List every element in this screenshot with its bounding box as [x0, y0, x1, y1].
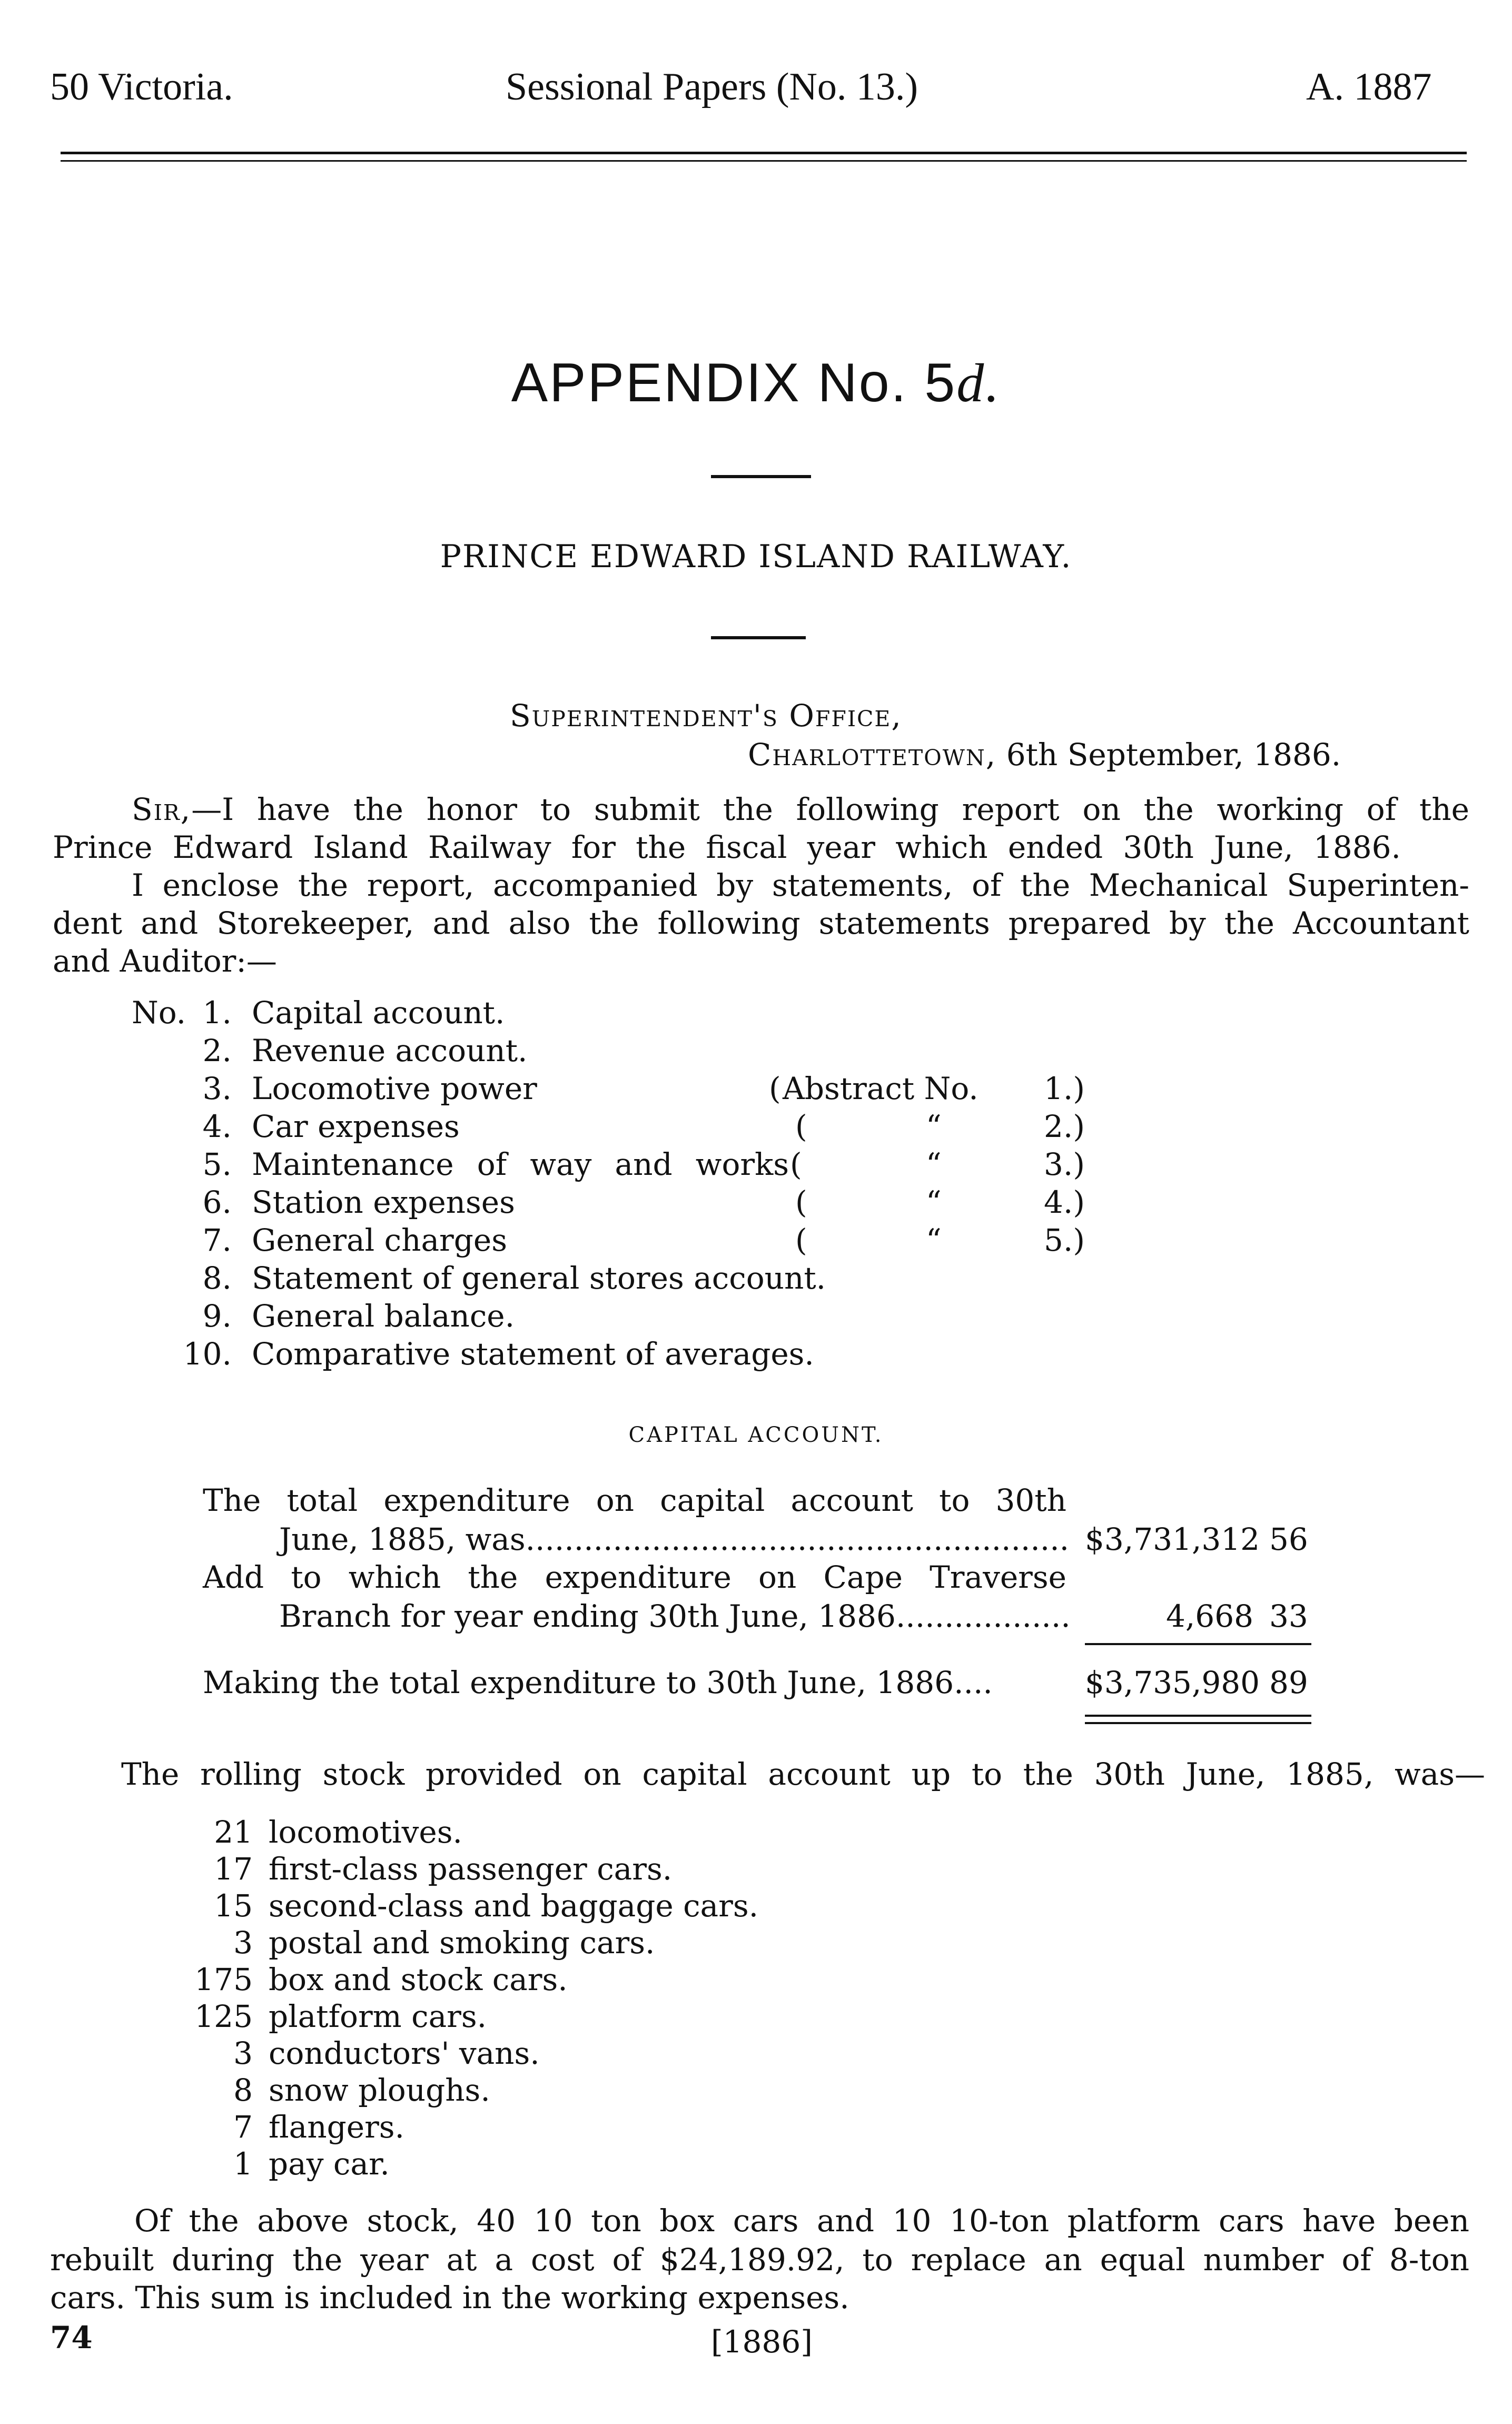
footer-code: [1886]	[711, 2324, 813, 2360]
rolling-count: 3	[233, 2035, 253, 2071]
capital-row1-dollars: $3,731,312	[1085, 1521, 1260, 1557]
stmt-num: 6.	[202, 1184, 232, 1220]
stmt-abstract-num: 1.)	[1044, 1071, 1085, 1106]
stmt-label: Locomotive power	[252, 1071, 537, 1106]
rolling-label: platform cars.	[269, 1998, 487, 2034]
rolling-count: 17	[214, 1851, 253, 1887]
letter-line-5: and Auditor:—	[53, 943, 277, 979]
leader-dots	[526, 1524, 1069, 1555]
stmt-label: General charges	[252, 1222, 507, 1258]
capital-row2-label: Branch for year ending 30th June, 1886	[279, 1598, 896, 1634]
capital-row2-line1: Add to which the expenditure on Cape Traverse	[203, 1559, 1066, 1595]
letter-line-1	[132, 791, 1469, 827]
stmt-abstract-num: 2.)	[1044, 1109, 1085, 1144]
stmt-label: Revenue account.	[252, 1033, 528, 1068]
stmt-paren: (	[795, 1184, 807, 1220]
stmt-label: Car expenses	[252, 1109, 460, 1144]
appendix-title-suffix: d.	[956, 353, 1001, 413]
capital-row1-cents: 56	[1269, 1521, 1308, 1557]
rolling-count: 1	[233, 2146, 253, 2182]
rolling-label: flangers.	[269, 2109, 404, 2145]
stmt-abstract-num: 4.)	[1044, 1184, 1085, 1220]
rolling-intro: The rolling stock provided on capital account up to the 30th June, 1885, was—	[121, 1756, 1485, 1792]
stmt-num: 10.	[183, 1336, 232, 1372]
stmt-label: General balance.	[252, 1298, 515, 1334]
header-right: A. 1887	[1306, 65, 1432, 108]
subtitle-divider	[711, 636, 806, 639]
stmt-num: 7.	[202, 1222, 232, 1258]
stmt-abstract-num: 5.)	[1044, 1222, 1085, 1258]
header-left: 50 Victoria.	[50, 65, 233, 108]
capital-row2-cents: 33	[1269, 1598, 1308, 1634]
rolling-label: second-class and baggage cars.	[269, 1888, 759, 1924]
capital-row1-line2	[279, 1521, 1069, 1557]
stmt-ditto: “	[926, 1146, 942, 1182]
salutation: Sir,	[132, 791, 192, 827]
rolling-label: conductors' vans.	[269, 2035, 540, 2071]
rolling-count: 8	[233, 2072, 253, 2108]
letter-line-4: dent and Storekeeper, and also the following statements prepared by the Accountant	[53, 905, 1469, 941]
capital-total-label: Making the total expenditure to 30th June, 1886....	[203, 1665, 993, 1700]
capital-row2-dollars: 4,668	[1165, 1598, 1253, 1634]
subtotal-rule	[1085, 1643, 1311, 1645]
stmt-ditto: “	[926, 1184, 942, 1220]
stmt-paren: (	[790, 1146, 802, 1182]
stmt-num: 3.	[202, 1071, 232, 1106]
appendix-title	[0, 352, 1512, 414]
capital-heading: CAPITAL ACCOUNT.	[628, 1423, 884, 1447]
stmt-paren: (	[769, 1071, 781, 1106]
office-line	[510, 698, 902, 734]
rolling-label: box and stock cars.	[269, 1962, 568, 1997]
letter-line-3: I enclose the report, accompanied by statements, of the Mechanical Superinten-	[132, 867, 1469, 903]
office-name: Superintendent's Office,	[510, 698, 902, 734]
capital-total-dollars: $3,735,980	[1085, 1665, 1260, 1700]
rolling-label: first-class passenger cars.	[269, 1851, 673, 1887]
title-divider	[711, 475, 811, 478]
rolling-label: postal and smoking cars.	[269, 1925, 655, 1961]
total-rule-1	[1085, 1715, 1311, 1717]
closing-line-1: Of the above stock, 40 10 ton box cars and 10 10-ton platform cars have been	[134, 2203, 1469, 2239]
letter-date: 6th September, 1886.	[1006, 737, 1341, 773]
stmt-num: 2.	[202, 1033, 232, 1068]
stmt-label: Station expenses	[252, 1184, 515, 1220]
rolling-count: 15	[214, 1888, 253, 1924]
stmt-label: Capital account.	[252, 995, 505, 1031]
capital-row1-label: June, 1885, was	[279, 1521, 526, 1557]
appendix-title-main: APPENDIX No. 5	[511, 352, 957, 413]
statements-prefix: No.	[132, 995, 186, 1031]
stmt-abstract-num: 3.)	[1044, 1146, 1085, 1182]
capital-row2-line2	[279, 1598, 1069, 1634]
letter-line-2: Prince Edward Island Railway for the fiscal year which ended 30th June, 1886.	[53, 829, 1401, 865]
closing-line-3: cars. This sum is included in the working expenses.	[50, 2280, 849, 2316]
stmt-label: Comparative statement of averages.	[252, 1336, 814, 1372]
place-name: Charlottetown,	[748, 737, 997, 773]
stmt-num: 5.	[202, 1146, 232, 1182]
railway-heading: PRINCE EDWARD ISLAND RAILWAY.	[440, 538, 1072, 575]
closing-line-2: rebuilt during the year at a cost of $24,189.92, to replace an equal number of 8-ton	[50, 2242, 1469, 2278]
letter-p1-l1: —I have the honor to submit the following report on the working of the	[191, 791, 1469, 827]
rolling-count: 7	[233, 2109, 253, 2145]
rolling-label: locomotives.	[269, 1814, 462, 1850]
stmt-paren: (	[795, 1222, 807, 1258]
rolling-label: pay car.	[269, 2146, 390, 2182]
rolling-count: 175	[194, 1962, 253, 1997]
place-date-line	[748, 737, 1341, 773]
total-rule-2	[1085, 1722, 1311, 1724]
rolling-count: 3	[233, 1925, 253, 1961]
header-rule-top	[61, 152, 1467, 154]
capital-row1-line1: The total expenditure on capital account to 30th	[203, 1482, 1066, 1518]
header-center: Sessional Papers (No. 13.)	[506, 65, 918, 108]
stmt-paren: (	[795, 1109, 807, 1144]
stmt-num: 9.	[202, 1298, 232, 1334]
rolling-label: snow ploughs.	[269, 2072, 490, 2108]
page-number: 74	[50, 2320, 93, 2356]
stmt-num: 8.	[202, 1260, 232, 1296]
leader-dots	[896, 1601, 1069, 1631]
stmt-label: Statement of general stores account.	[252, 1260, 826, 1296]
rolling-count: 21	[214, 1814, 253, 1850]
stmt-num: 4.	[202, 1109, 232, 1144]
header-rule-bottom	[61, 160, 1467, 162]
rolling-count: 125	[194, 1998, 253, 2034]
stmt-abstract: Abstract No.	[783, 1071, 979, 1106]
stmt-num: 1.	[202, 995, 232, 1031]
capital-total-cents: 89	[1269, 1665, 1308, 1700]
stmt-ditto: “	[926, 1222, 942, 1258]
stmt-ditto: “	[926, 1109, 942, 1144]
stmt-label: Maintenance of way and works	[252, 1146, 789, 1182]
